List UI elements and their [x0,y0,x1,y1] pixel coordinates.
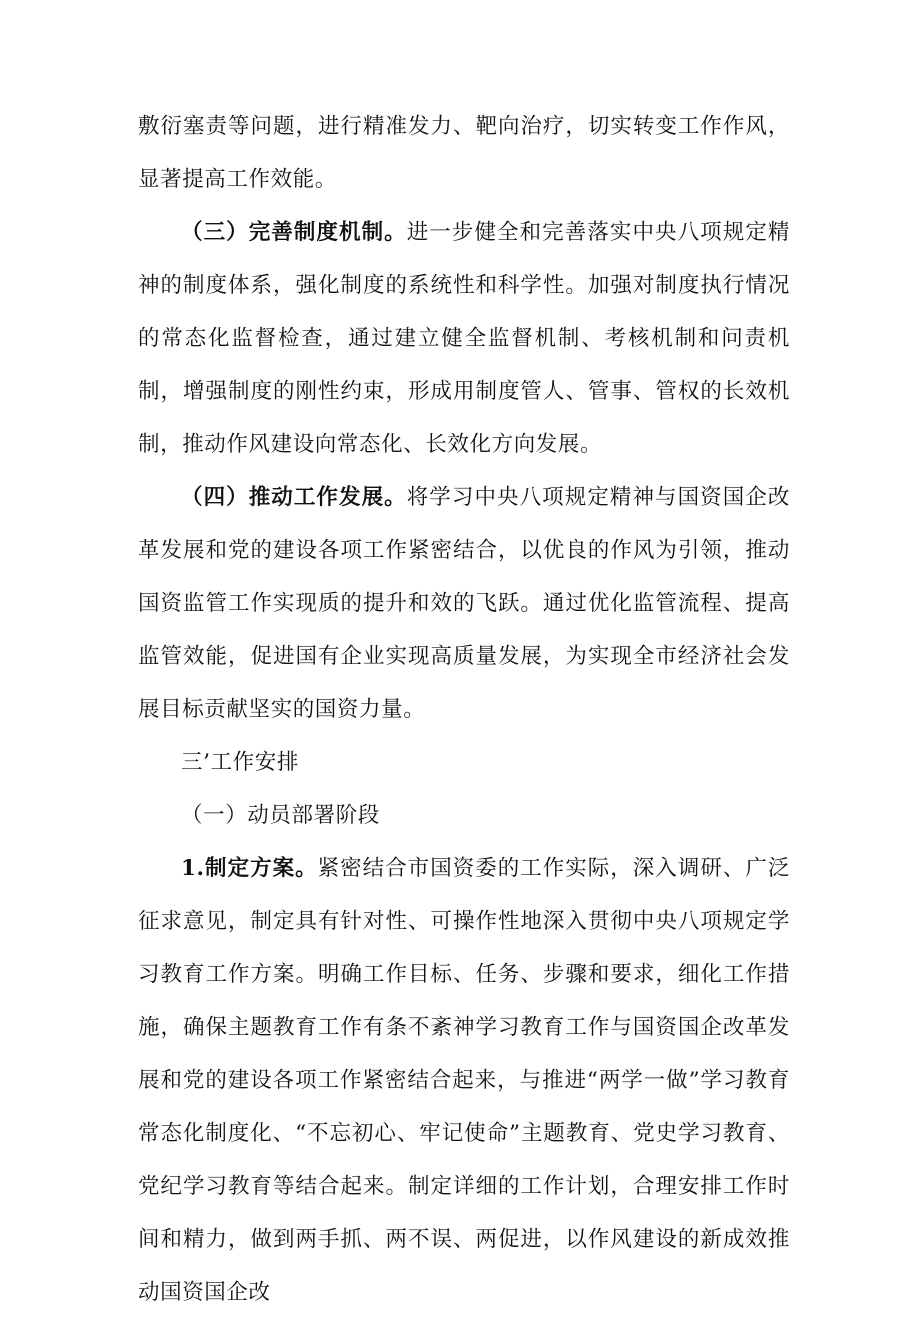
paragraph-text: 将学习中央八项规定精神与国资国企改革发展和党的建设各项工作紧密结合，以优良的作风为引领，推动国资监管工作实现质的提升和效的飞跃。通过优化监管流程、提高监管效能，促进国有企业实现高质量发展，为实现全市经济社会发展目标贡献坚实的国资力量。 [138,485,790,722]
paragraph-improve-system [138,206,790,471]
paragraph-continuation [138,100,790,206]
paragraph-promote-work [138,471,790,736]
paragraph-lead: （四）推动工作发展。 [181,485,407,510]
item-lead: 1.制定方案。 [181,856,318,881]
paragraph-text: 进一步健全和完善落实中央八项规定精神的制度体系，强化制度的系统性和科学性。加强对制度执行情况的常态化监督检查，通过建立健全监督机制、考核机制和问责机制，增强制度的刚性约束，形成用制度管人、管事、管权的长效机制，推动作风建设向常态化、长效化方向发展。 [138,220,790,457]
sub-heading: （一）动员部署阶段 [181,803,380,828]
section-heading: 三’工作安排 [181,750,299,775]
item-make-plan [138,842,790,1319]
item-text: 紧密结合市国资委的工作实际，深入调研、广泛征求意见，制定具有针对性、可操作性地深入贯彻中央八项规定学习教育工作方案。明确工作目标、任务、步骤和要求，细化工作措施，确保主题教育工作有条不紊神学习教育工作与国资国企改革发展和党的建设各项工作紧密结合起来，与推进“两学一做”学习教育常态化制度化、“不忘初心、牢记使命”主题教育、党史学习教育、党纪学习教育等结合起来。制定详细的工作计划，合理安排工作时间和精力，做到两手抓、两不误、两促进，以作风建设的新成效推动国资国企改 [138,856,790,1305]
paragraph-lead: （三）完善制度机制。 [181,220,407,245]
document-page [138,100,790,1305]
paragraph-text: 敷衍塞责等问题，进行精准发力、靶向治疗，切实转变工作作风，显著提高工作效能。 [138,114,790,192]
